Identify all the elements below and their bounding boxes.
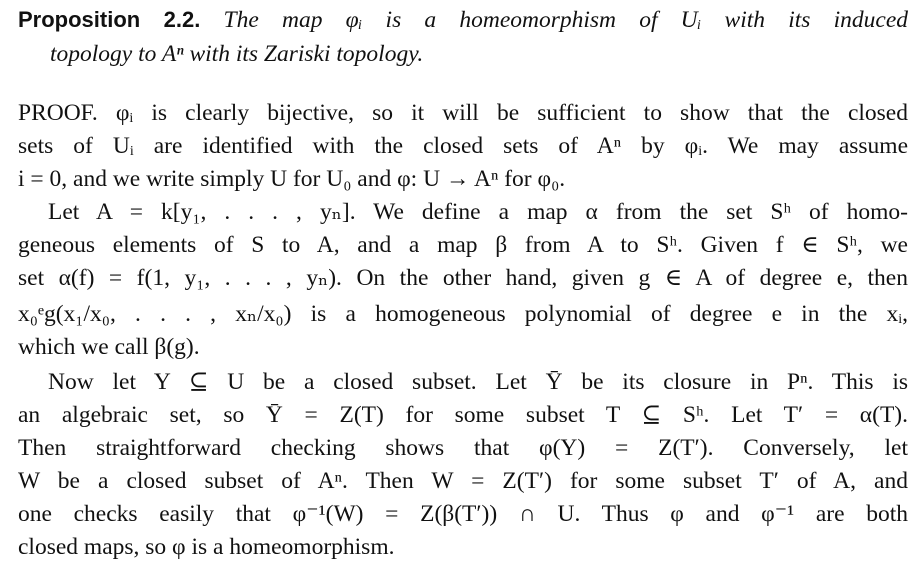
proposition-heading: Proposition 2.2. xyxy=(18,7,201,32)
proposition-line-2: topology to Aⁿ with its Zariski topology. xyxy=(50,41,424,67)
proof-line-7: x₀ᵉg(x₁/x₀, . . . , xₙ/x₀) is a homogeneous polynomial of degree e in the xᵢ, xyxy=(18,301,908,327)
proposition-line-1 xyxy=(18,4,908,36)
proof-line-3: i = 0, and we write simply U for U₀ and φ: U → Aⁿ for φ₀. xyxy=(18,166,566,192)
proof-line-13: one checks easily that φ⁻¹(W) = Z(β(T′)) ∩ U. Thus φ and φ⁻¹ are both xyxy=(18,501,908,527)
proof-line-12: W be a closed subset of Aⁿ. Then W = Z(T′) for some subset T′ of A, and xyxy=(18,468,908,494)
proof-line-9: Now let Y ⊆ U be a closed subset. Let Ȳ be its closure in Pⁿ. This is xyxy=(48,369,908,395)
proof-line-6: set α(f) = f(1, y₁, . . . , yₙ). On the other hand, given g ∈ A of degree e, then xyxy=(18,265,908,291)
proof-line-5: geneous elements of S to A, and a map β from A to Sʰ. Given f ∈ Sʰ, we xyxy=(18,232,908,258)
proof-line-10: an algebraic set, so Ȳ = Z(T) for some subset T ⊆ Sʰ. Let T′ = α(T). xyxy=(18,402,908,428)
proof-line-2: sets of Uᵢ are identified with the closed sets of Aⁿ by φᵢ. We may assume xyxy=(18,133,908,159)
proof-line-1: PROOF. φᵢ is clearly bijective, so it will be sufficient to show that the closed xyxy=(18,100,908,126)
proof-line-8: which we call β(g). xyxy=(18,334,200,360)
proof-line-4: Let A = k[y₁, . . . , yₙ]. We define a map α from the set Sʰ of homo- xyxy=(48,199,908,225)
proof-line-14: closed maps, so φ is a homeomorphism. xyxy=(18,534,395,560)
proposition-statement-start: The map φᵢ is a homeomorphism of Uᵢ with its induced xyxy=(223,7,909,33)
proof-line-11: Then straightforward checking shows that φ(Y) = Z(T′). Conversely, let xyxy=(18,435,908,461)
